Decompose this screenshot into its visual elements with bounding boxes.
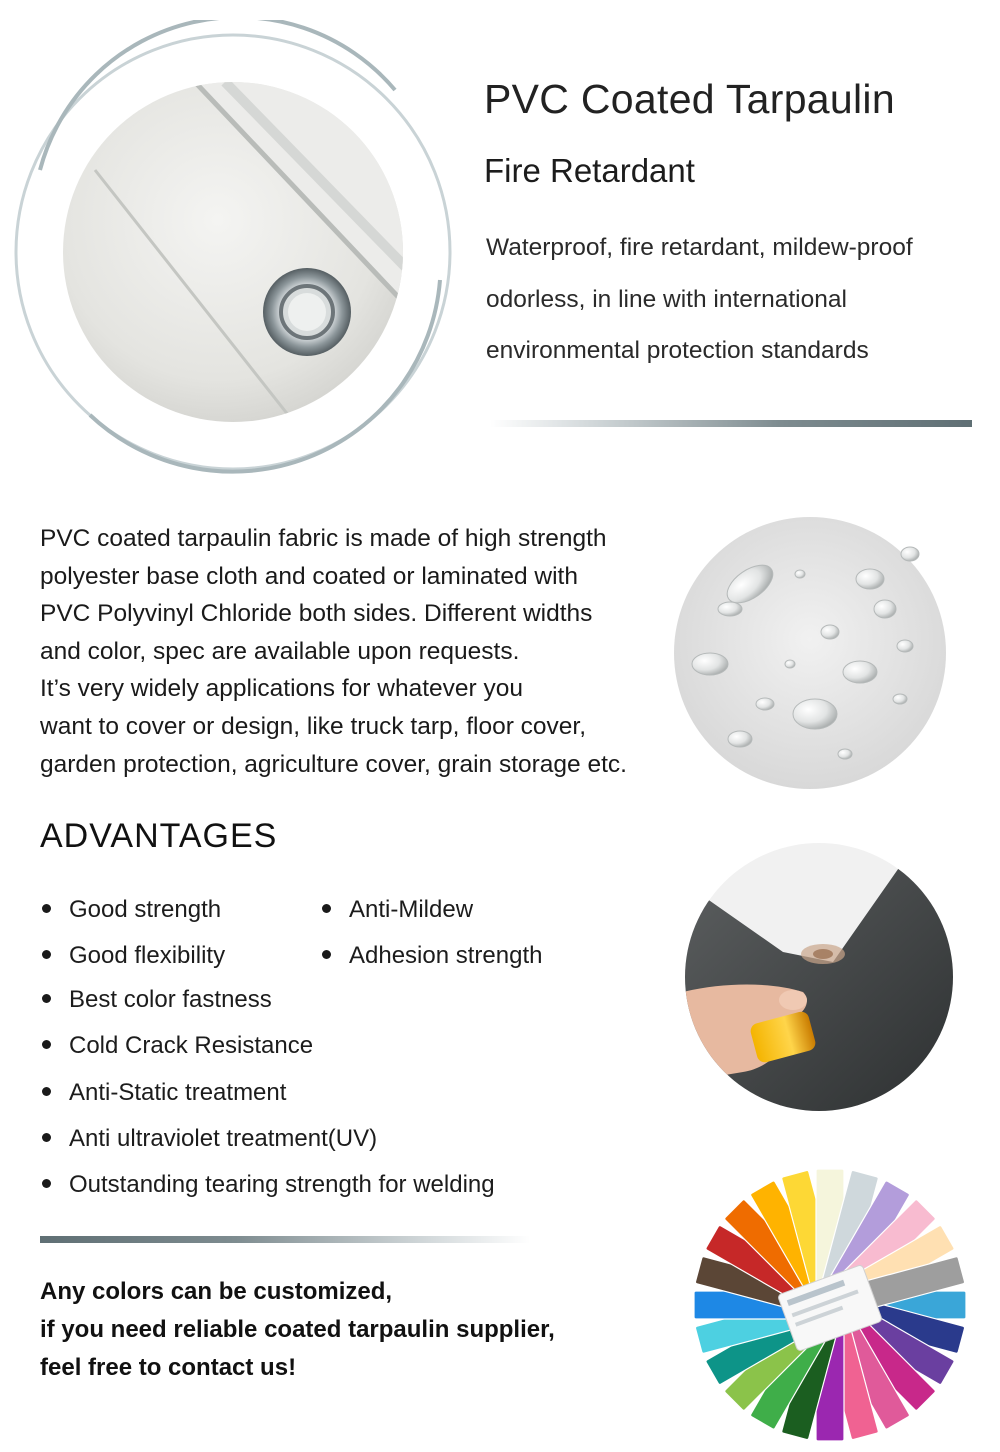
bullet-icon bbox=[42, 1179, 51, 1188]
intro-line: and color, spec are available upon requests. bbox=[40, 637, 520, 665]
bullet-icon bbox=[322, 950, 331, 959]
color-swatch-fan-image bbox=[680, 1160, 980, 1450]
bullet-icon bbox=[42, 1087, 51, 1096]
water-droplets-image bbox=[670, 514, 950, 792]
tarpaulin-grommet-image bbox=[0, 20, 470, 480]
advantage-item: Good strength bbox=[42, 896, 221, 924]
description-line: Waterproof, fire retardant, mildew-proof bbox=[486, 234, 913, 261]
advantage-item: Outstanding tearing strength for welding bbox=[42, 1171, 495, 1199]
page-title: PVC Coated Tarpaulin bbox=[484, 76, 895, 122]
divider-bar bbox=[490, 420, 972, 427]
advantage-item: Adhesion strength bbox=[322, 942, 542, 970]
bullet-icon bbox=[42, 904, 51, 913]
intro-line: garden protection, agriculture cover, grain storage etc. bbox=[40, 750, 627, 778]
bullet-icon bbox=[42, 1040, 51, 1049]
closing-line: feel free to contact us! bbox=[40, 1354, 297, 1381]
intro-line: PVC Polyvinyl Chloride both sides. Different widths bbox=[40, 600, 593, 628]
product-description bbox=[486, 222, 986, 377]
divider-bar bbox=[40, 1236, 530, 1243]
advantage-item: Anti-Mildew bbox=[322, 896, 473, 924]
bullet-icon bbox=[42, 950, 51, 959]
advantage-item: Good flexibility bbox=[42, 942, 225, 970]
advantage-item: Anti-Static treatment bbox=[42, 1079, 286, 1107]
intro-line: PVC coated tarpaulin fabric is made of high strength bbox=[40, 525, 607, 552]
intro-paragraph bbox=[40, 520, 710, 783]
flame-test-image bbox=[683, 842, 956, 1112]
intro-line: polyester base cloth and coated or laminated with bbox=[40, 562, 578, 590]
bullet-icon bbox=[42, 1133, 51, 1142]
advantage-item: Best color fastness bbox=[42, 986, 272, 1014]
closing-line: if you need reliable coated tarpaulin supplier, bbox=[40, 1316, 555, 1343]
bullet-icon bbox=[322, 904, 331, 913]
advantages-heading: ADVANTAGES bbox=[40, 817, 278, 855]
closing-line: Any colors can be customized, bbox=[40, 1278, 393, 1305]
advantage-item: Cold Crack Resistance bbox=[42, 1032, 313, 1060]
description-line: environmental protection standards bbox=[486, 337, 869, 364]
bullet-icon bbox=[42, 994, 51, 1003]
intro-line: want to cover or design, like truck tarp, floor cover, bbox=[40, 712, 587, 740]
intro-line: It’s very widely applications for whatever you bbox=[40, 675, 523, 703]
contact-call-to-action bbox=[40, 1273, 555, 1387]
description-line: odorless, in line with international bbox=[486, 285, 847, 313]
page-subtitle: Fire Retardant bbox=[484, 152, 695, 189]
advantage-item: Anti ultraviolet treatment(UV) bbox=[42, 1125, 377, 1153]
